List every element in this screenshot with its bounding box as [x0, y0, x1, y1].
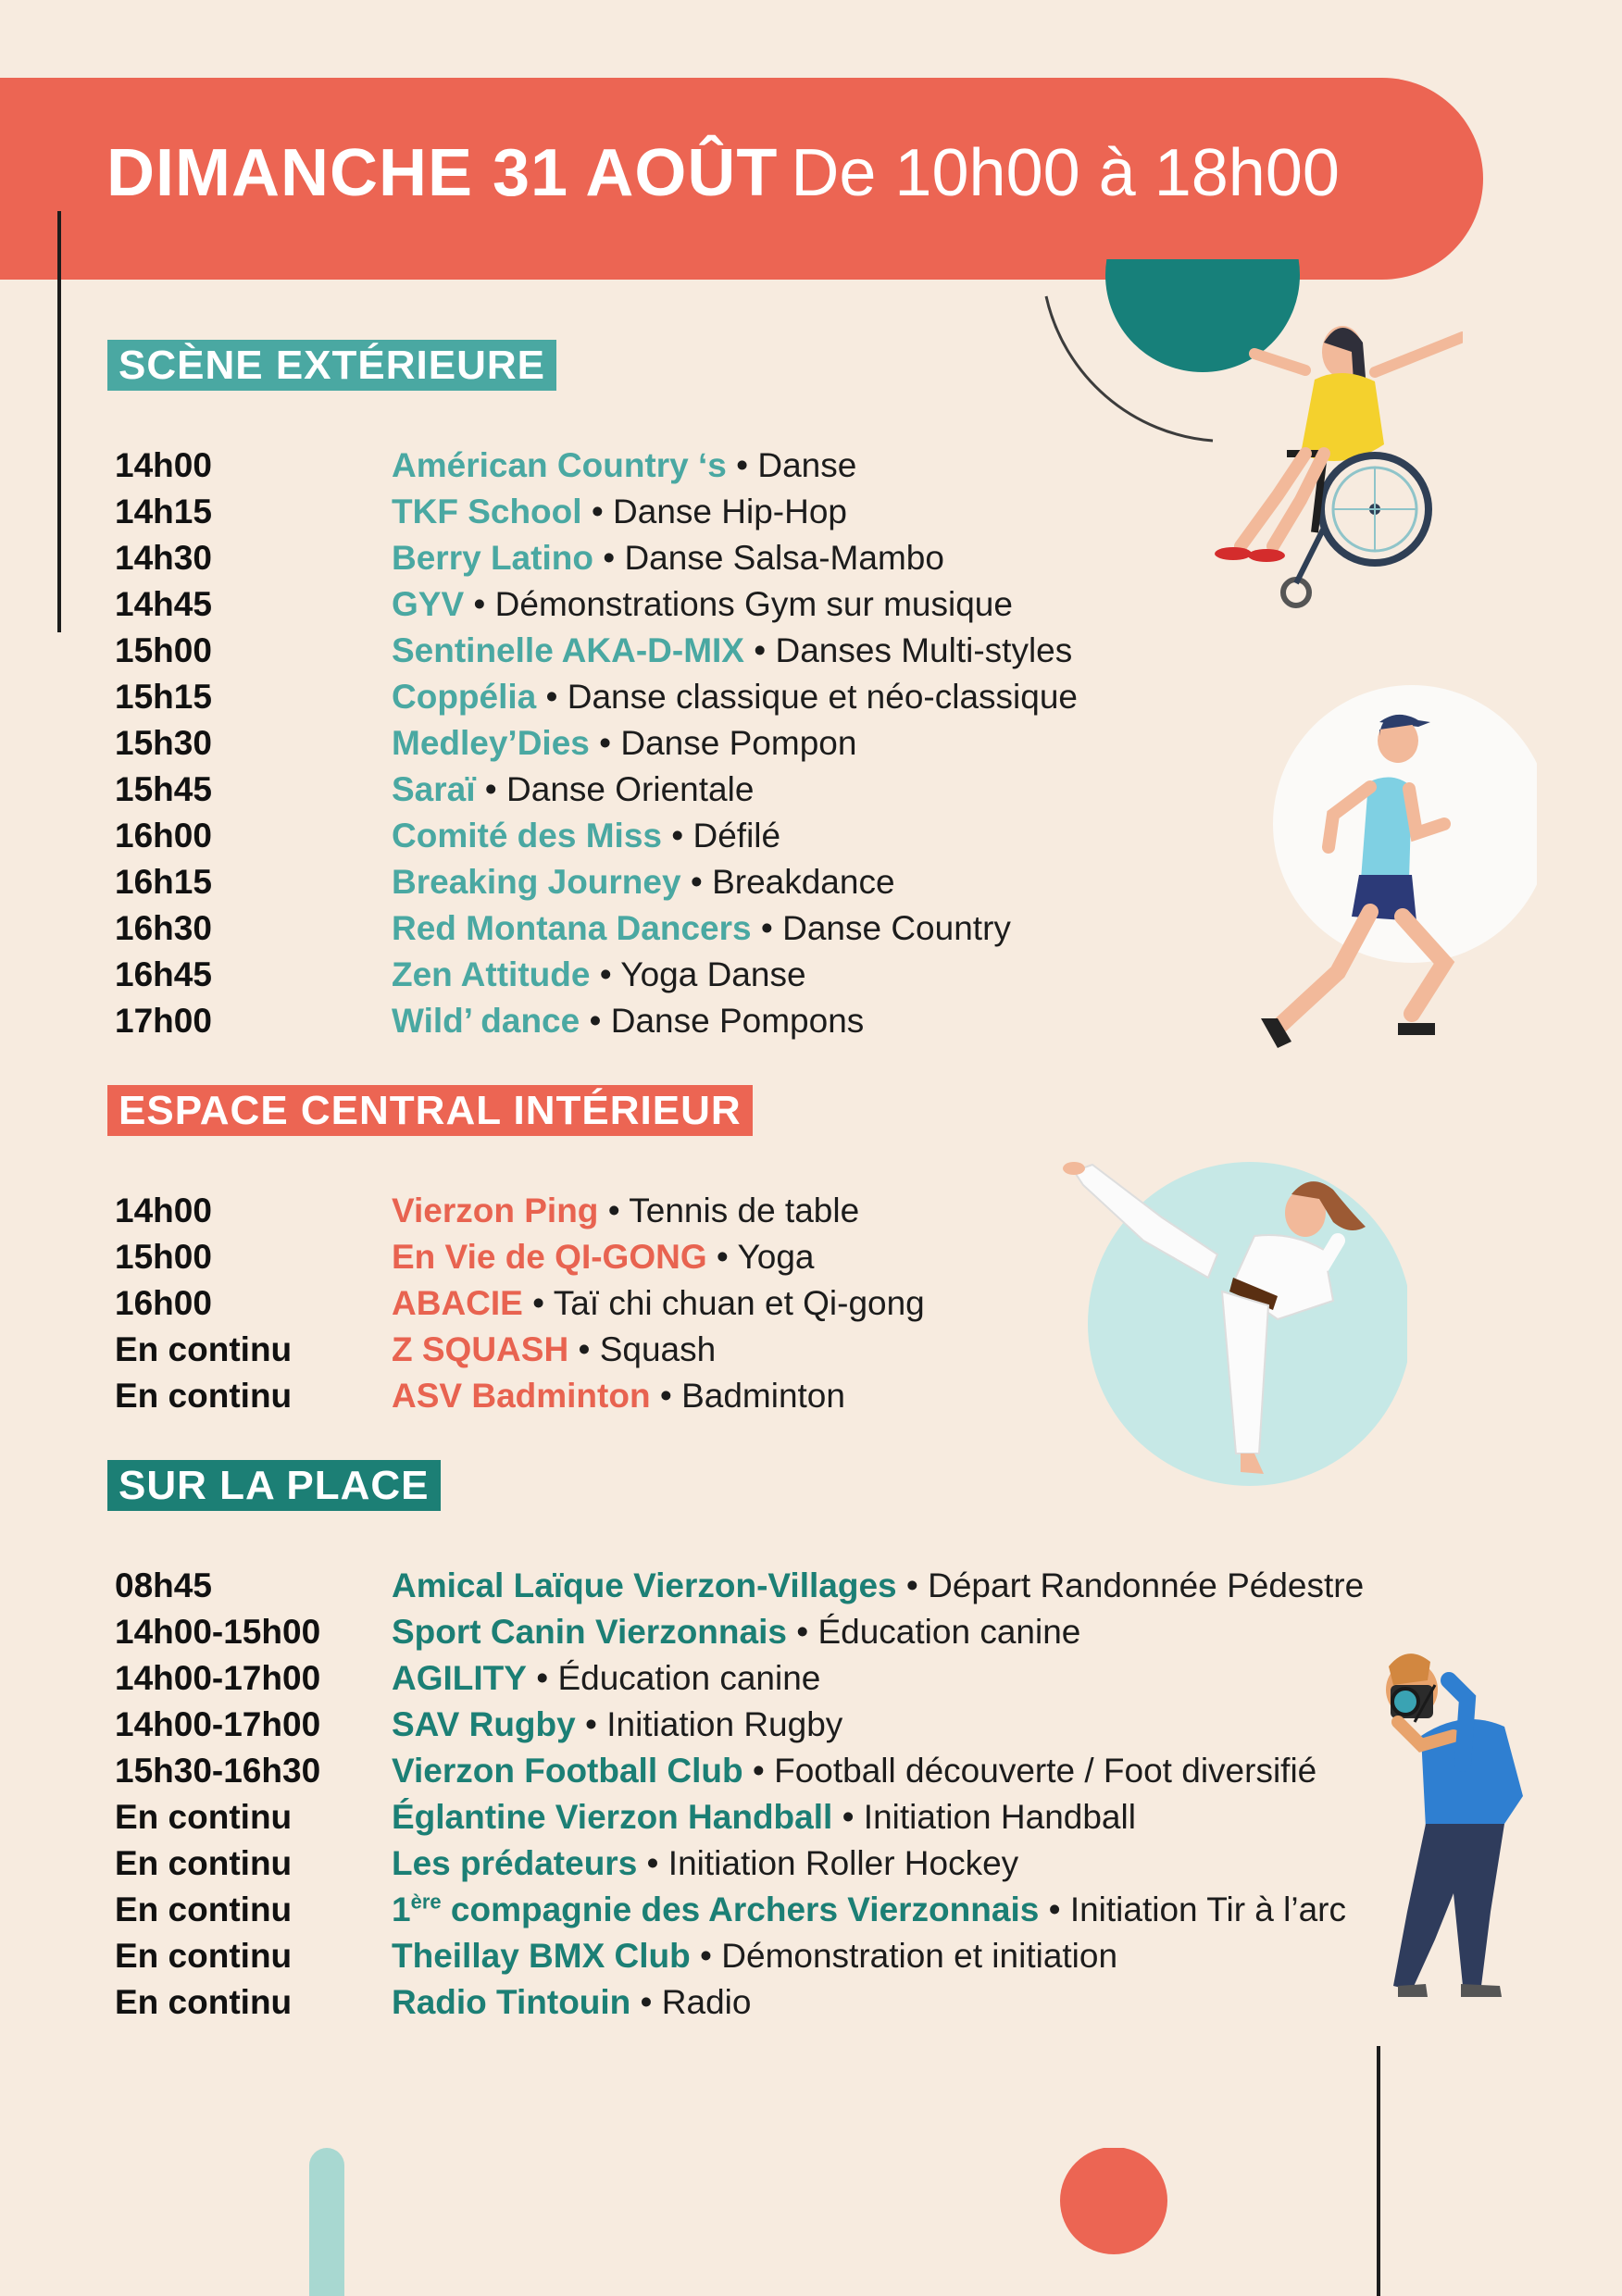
header-hours: De 10h00 à 18h00 [791, 136, 1340, 210]
header-title [106, 135, 1340, 211]
organizer-name: ASV Badminton [392, 1377, 651, 1415]
activity-description: • Défilé [661, 817, 781, 855]
activity-description: • Danses Multi-styles [743, 631, 1073, 669]
runner-illustration [1241, 685, 1537, 1055]
section-title-sur-la-place: SUR LA PLACE [107, 1460, 441, 1511]
activity-description: • Squash [568, 1330, 717, 1368]
ordinal-number: 1 [392, 1890, 411, 1928]
time-label: En continu [115, 1844, 293, 1882]
organizer-name: Breaking Journey [392, 863, 681, 901]
activity-description: • Éducation canine [526, 1659, 821, 1697]
organizer-name: Theillay BMX Club [392, 1937, 691, 1975]
ordinal-superscript: ère [410, 1890, 442, 1914]
organizer-name: Américan Country ‘s [392, 446, 727, 484]
time-label: 14h15 [115, 493, 212, 530]
activity-description: • Danse Country [751, 909, 1011, 947]
time-label: 17h00 [115, 1002, 212, 1040]
time-label: En continu [115, 1798, 293, 1836]
organizer-name: Sentinelle AKA-D-MIX [392, 631, 744, 669]
activity-description: • Breakdance [680, 863, 895, 901]
time-label: 16h00 [115, 817, 212, 855]
activity-description: • Football découverte / Foot diversifié [742, 1752, 1317, 1790]
organizer-name: TKF School [392, 493, 582, 530]
activity-description: • Yoga Danse [590, 955, 806, 993]
activity-description: • Yoga [706, 1238, 815, 1276]
decorative-line-left [57, 211, 61, 632]
organizer-name: En Vie de QI-GONG [392, 1238, 707, 1276]
activity-description: • Initiation Roller Hockey [637, 1844, 1019, 1882]
time-label: En continu [115, 1937, 293, 1975]
photographer-illustration [1342, 1634, 1574, 2004]
activity-description: • Danse Hip-Hop [581, 493, 848, 530]
activity-description: • Radio [630, 1983, 752, 2021]
organizer-name: Radio Tintouin [392, 1983, 631, 2021]
activity-description: • Danse Salsa-Mambo [593, 539, 944, 577]
organizer-name-text: compagnie des Archers Vierzonnais [441, 1890, 1040, 1928]
organizer-name: Vierzon Football Club [392, 1752, 743, 1790]
time-label: 16h45 [115, 955, 212, 993]
time-label: En continu [115, 1330, 293, 1368]
activity-description: • Danse Pompons [580, 1002, 865, 1040]
time-label: 16h30 [115, 909, 212, 947]
time-label: 08h45 [115, 1566, 212, 1604]
time-label: 15h00 [115, 631, 212, 669]
section-title-scene-exterieure: SCÈNE EXTÉRIEURE [107, 340, 556, 391]
organizer-name: Zen Attitude [392, 955, 591, 993]
activity-description: • Taï chi chuan et Qi-gong [522, 1284, 925, 1322]
time-label: 14h45 [115, 585, 212, 623]
organizer-name: Red Montana Dancers [392, 909, 752, 947]
decorative-bottom-shapes [0, 2148, 1622, 2296]
time-label: 15h30 [115, 724, 212, 762]
organizer-name: Les prédateurs [392, 1844, 638, 1882]
time-label: 14h30 [115, 539, 212, 577]
time-label: 14h00 [115, 1192, 212, 1229]
organizer-name: Amical Laïque Vierzon-Villages [392, 1566, 897, 1604]
karate-illustration [1055, 1148, 1407, 1500]
organizer-name: SAV Rugby [392, 1705, 576, 1743]
time-label: En continu [115, 1983, 293, 2021]
organizer-name: Saraï [392, 770, 476, 808]
activity-description: • Tennis de table [598, 1192, 860, 1229]
activity-description: • Danse Pompon [589, 724, 857, 762]
activity-description: • Initiation Rugby [575, 1705, 843, 1743]
organizer-name: Berry Latino [392, 539, 593, 577]
time-label: 15h45 [115, 770, 212, 808]
activity-description: • Initiation Handball [832, 1798, 1136, 1836]
organizer-name: GYV [392, 585, 465, 623]
header-day: DIMANCHE 31 AOÛT [106, 136, 779, 210]
organizer-name: Églantine Vierzon Handball [392, 1798, 833, 1836]
time-label: En continu [115, 1890, 293, 1928]
organizer-name: Sport Canin Vierzonnais [392, 1613, 787, 1651]
organizer-name [392, 1890, 1039, 1928]
time-label: 16h15 [115, 863, 212, 901]
activity-description: • Démonstration et initiation [690, 1937, 1118, 1975]
organizer-name: Coppélia [392, 678, 537, 716]
activity-description: • Badminton [650, 1377, 845, 1415]
time-label: 15h00 [115, 1238, 212, 1276]
organizer-name: Vierzon Ping [392, 1192, 599, 1229]
time-label: 15h30-16h30 [115, 1752, 321, 1790]
time-label: 15h15 [115, 678, 212, 716]
time-label: 14h00 [115, 446, 212, 484]
time-label: 14h00-17h00 [115, 1659, 321, 1697]
organizer-name: ABACIE [392, 1284, 523, 1322]
activity-description: • Démonstrations Gym sur musique [464, 585, 1013, 623]
section-title-espace-central: ESPACE CENTRAL INTÉRIEUR [107, 1085, 753, 1136]
time-label: 16h00 [115, 1284, 212, 1322]
activity-description: • Danse Orientale [475, 770, 755, 808]
organizer-name: Z SQUASH [392, 1330, 569, 1368]
activity-description: • Initiation Tir à l’arc [1039, 1890, 1346, 1928]
time-label: En continu [115, 1377, 293, 1415]
wheelchair-dancer-illustration [1185, 315, 1463, 611]
organizer-name: AGILITY [392, 1659, 527, 1697]
organizer-name: Comité des Miss [392, 817, 662, 855]
time-label: 14h00-15h00 [115, 1613, 321, 1651]
time-label: 14h00-17h00 [115, 1705, 321, 1743]
organizer-name: Medley’Dies [392, 724, 590, 762]
activity-description: • Éducation canine [786, 1613, 1081, 1651]
organizer-name: Wild’ dance [392, 1002, 580, 1040]
activity-description: • Danse [726, 446, 857, 484]
activity-description: • Danse classique et néo-classique [536, 678, 1078, 716]
activity-description: • Départ Randonnée Pédestre [896, 1566, 1365, 1604]
